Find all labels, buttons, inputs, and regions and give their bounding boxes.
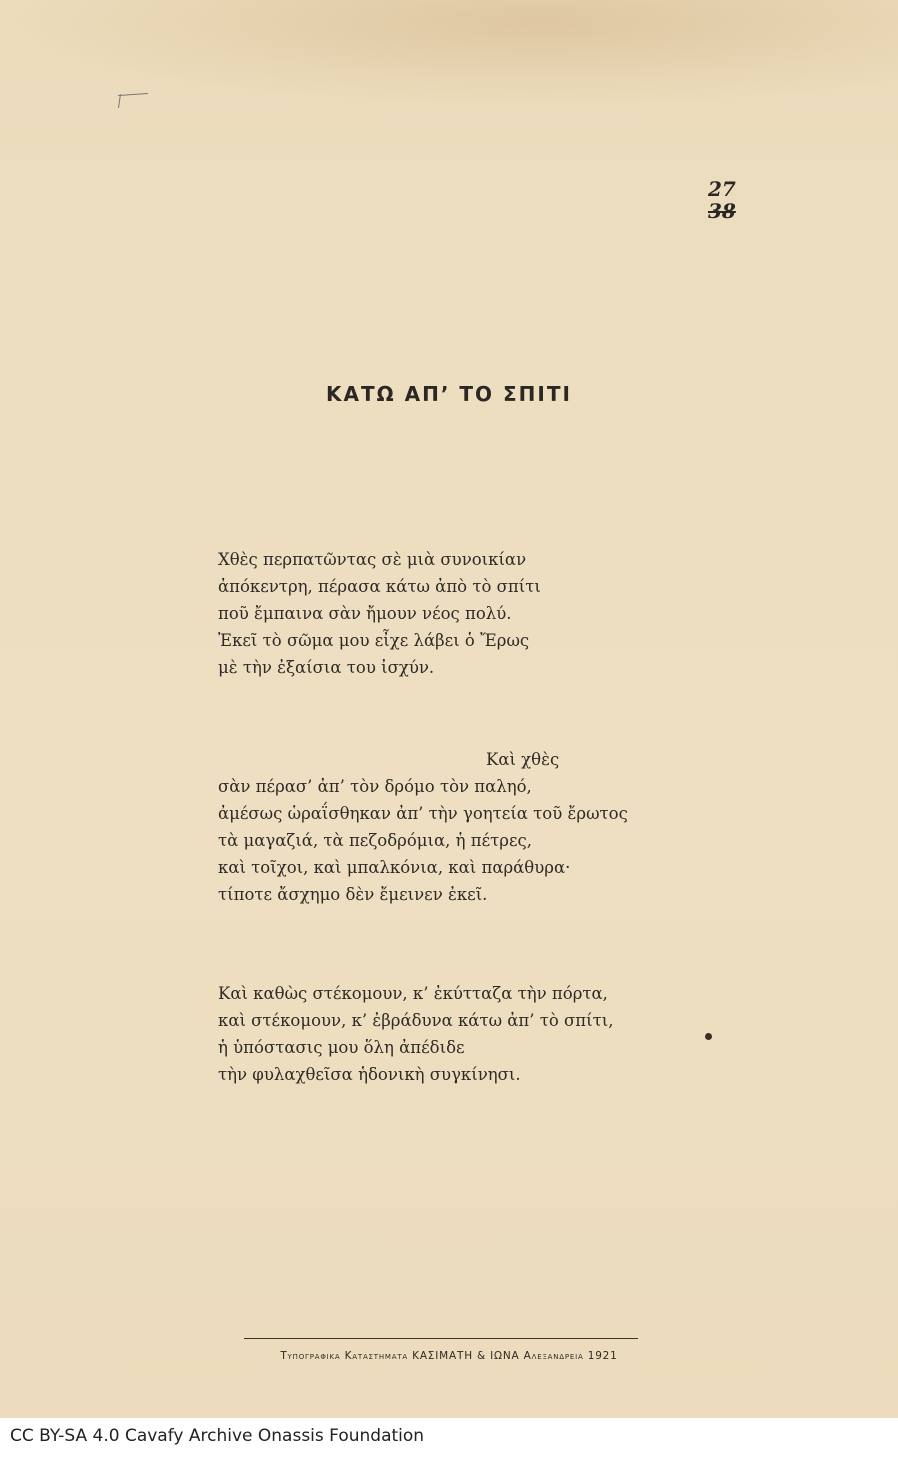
poem-line: τίποτε ἄσχημο δὲν ἔμεινεν ἐκεῖ. xyxy=(218,885,488,904)
printer-colophon: Τυπογραφικα Καταστηματα ΚΑΣΙΜΑΤΗ & ΙΩΝΑ Αλεξανδρεια 1921 xyxy=(280,1350,618,1362)
handwritten-page-number xyxy=(708,178,748,222)
poem-line: ἀμέσως ὡραΐσθηκαν ἀπ’ τὴν γοητεία τοῦ ἔρωτος xyxy=(218,804,628,823)
poem-line: σὰν πέρασ’ ἀπ’ τὸν δρόμο τὸν παληό, xyxy=(218,777,532,796)
stanza-1 xyxy=(218,546,678,681)
poem-line: Ἐκεῖ τὸ σῶμα μου εἶχε λάβει ὁ Ἔρως xyxy=(218,631,530,650)
stanza-2 xyxy=(218,746,678,908)
poem-line: ἡ ὑπόστασις μου ὅλη ἀπέδιδε xyxy=(218,1038,465,1057)
poem-line: Χθὲς περπατῶντας σὲ μιὰ συνοικίαν xyxy=(218,550,527,569)
page-number-struck: 38 xyxy=(708,199,736,223)
poem-line: τὰ μαγαζιά, τὰ πεζοδρόμια, ἡ πέτρες, xyxy=(218,831,532,850)
poem-line: ποῦ ἔμπαινα σὰν ἤμουν νέος πολύ. xyxy=(218,604,512,623)
poem-line: τὴν φυλαχθεῖσα ἡδονικὴ συγκίνησι. xyxy=(218,1065,521,1084)
ink-spot xyxy=(705,1033,712,1040)
poem-line: μὲ τὴν ἐξαίσια του ἰσχύν. xyxy=(218,658,435,677)
page-number-current: 27 xyxy=(708,177,736,201)
poem-line: ἀπόκεντρη, πέρασα κάτω ἀπὸ τὸ σπίτι xyxy=(218,577,541,596)
poem-line: καὶ στέκομουν, κ’ ἐβράδυνα κάτω ἀπ’ τὸ σπίτι, xyxy=(218,1011,614,1030)
poem-line-indented: Καὶ χθὲς xyxy=(486,750,560,769)
poem-line: Καὶ καθὼς στέκομουν, κ’ ἐκύτταζα τὴν πόρτα, xyxy=(218,984,608,1003)
stanza-3 xyxy=(218,980,678,1088)
license-credit: CC BY-SA 4.0 Cavafy Archive Onassis Foundation xyxy=(10,1426,425,1446)
poem-title: ΚΑΤΩ ΑΠ’ ΤΟ ΣΠΙΤΙ xyxy=(326,382,572,406)
colophon-rule xyxy=(244,1338,638,1339)
poem-line: καὶ τοῖχοι, καὶ μπαλκόνια, καὶ παράθυρα· xyxy=(218,858,571,877)
pencil-mark xyxy=(114,86,150,108)
